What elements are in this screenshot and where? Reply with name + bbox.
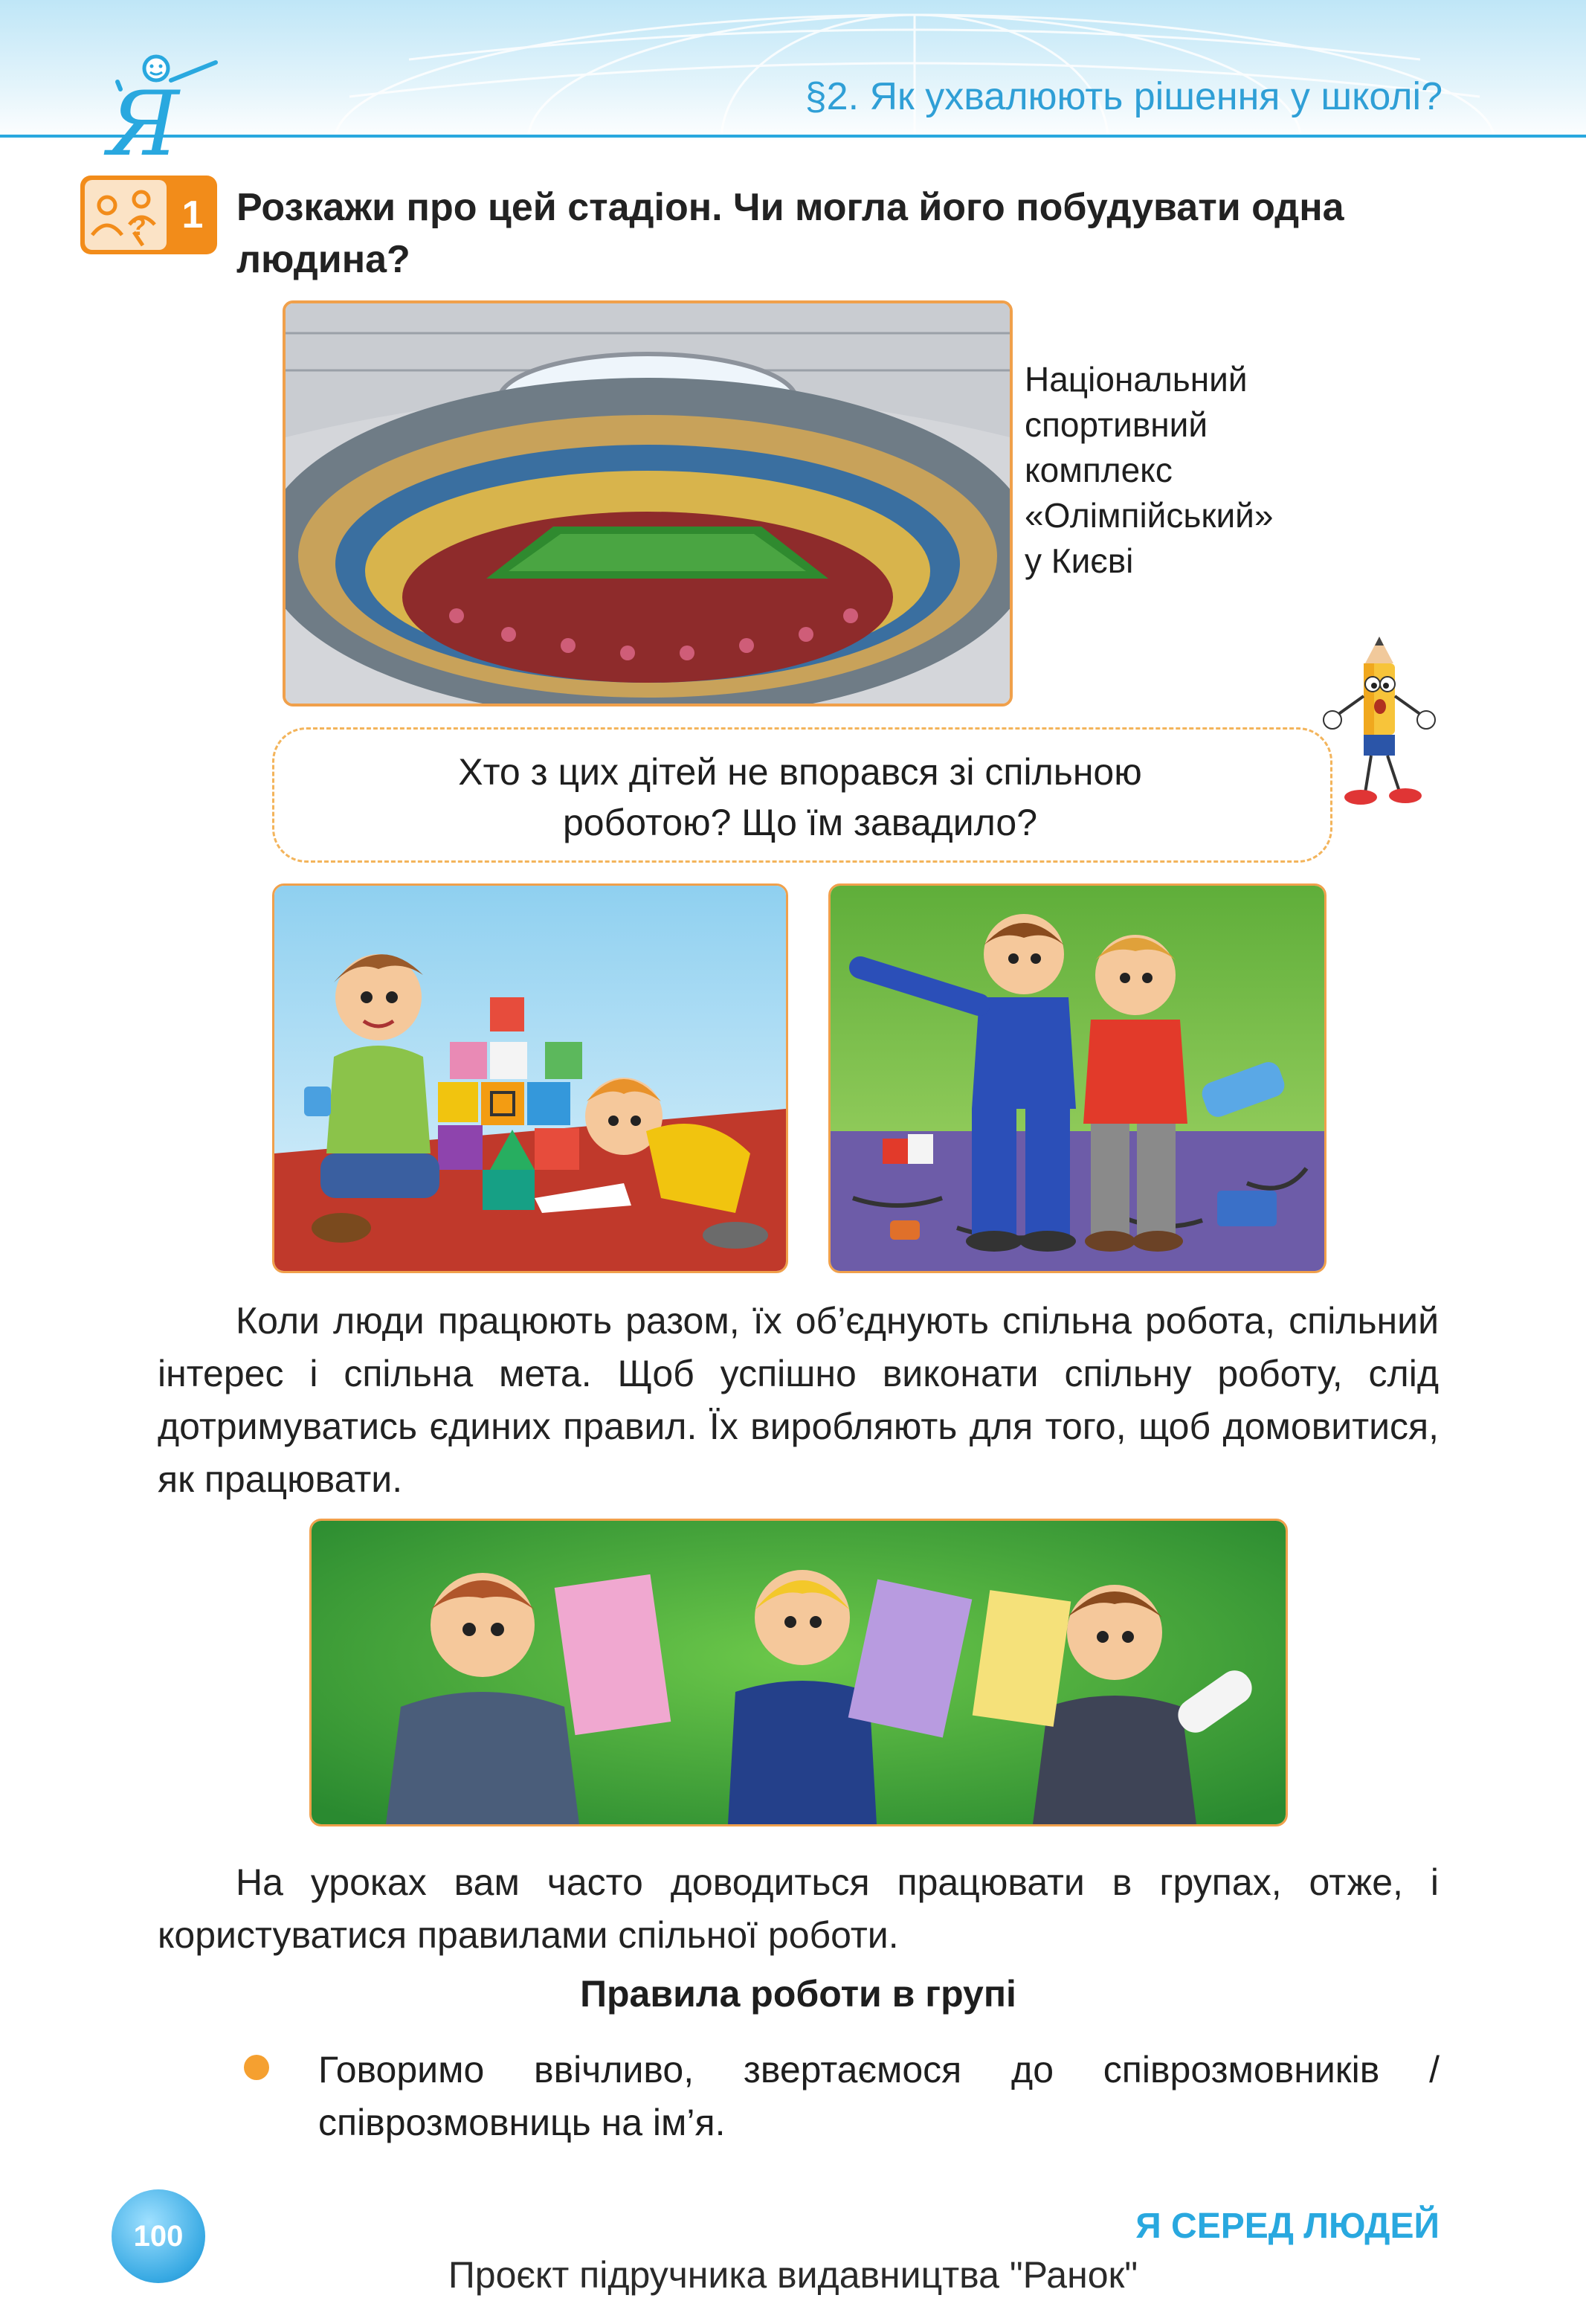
page-number: 100 xyxy=(112,2189,205,2283)
section-title: §2. Як ухвалюють рішення у школі? xyxy=(805,75,1442,118)
children-building-blocks-illustration xyxy=(272,883,788,1273)
caption-line: комплекс xyxy=(1025,451,1173,489)
caption-line: Національний xyxy=(1025,360,1248,399)
rule-item: Говоримо ввічливо, звертаємося до співрозмовників / співрозмовниць на ім’я. xyxy=(318,2049,1440,2143)
task-number-badge xyxy=(80,176,217,254)
paragraph-text: Коли люди працюють разом, їх об’єднують спільна робота, спільний інтерес і спільна мета. Щоб успішно виконати спільну роботу, слід дотримуватись єдиних правил. Їх виробляють для того, щоб домовитися, як працювати. xyxy=(158,1300,1439,1500)
task-question: Розкажи про цей стадіон. Чи могла його побудувати одна людина? xyxy=(236,186,1344,281)
caption-line: «Олімпійський» xyxy=(1025,496,1274,535)
globe-lines-decoration xyxy=(245,0,1584,141)
pencil-mascot-icon xyxy=(1316,637,1442,815)
children-holding-rules-illustration xyxy=(309,1519,1288,1826)
svg-text:Я: Я xyxy=(107,73,179,164)
caption-line: у Києві xyxy=(1025,541,1134,580)
header-rule xyxy=(0,135,1586,138)
speech-line: Хто з цих дітей не впорався зі спільною xyxy=(458,751,1142,793)
bullet-dot-icon xyxy=(244,2055,269,2080)
task-number: 1 xyxy=(181,193,204,236)
stadium-photo xyxy=(283,300,1013,706)
ya-smiley-logo-icon xyxy=(97,52,223,164)
chapter-name: Я СЕРЕД ЛЮДЕЙ xyxy=(1135,2206,1440,2246)
caption-line: спортивний xyxy=(1025,405,1208,444)
paragraph-text: На уроках вам часто доводиться працювати в групах, отже, і користуватися правилами спільної роботи. xyxy=(158,1861,1439,1956)
rules-heading: Правила роботи в групі xyxy=(580,1973,1016,2015)
speech-question xyxy=(272,747,1328,848)
speech-line: роботою? Що їм завадило? xyxy=(562,802,1038,843)
children-arguing-illustration xyxy=(828,883,1326,1273)
paragraph-teamwork xyxy=(158,1295,1439,1506)
stadium-caption xyxy=(1025,357,1337,584)
paragraph-groupwork xyxy=(158,1856,1439,1962)
discussion-group-icon xyxy=(85,180,167,250)
publisher-note: Проєкт підручника видавництва "Ранок" xyxy=(448,2254,1138,2296)
svg-text:?: ? xyxy=(131,213,146,241)
